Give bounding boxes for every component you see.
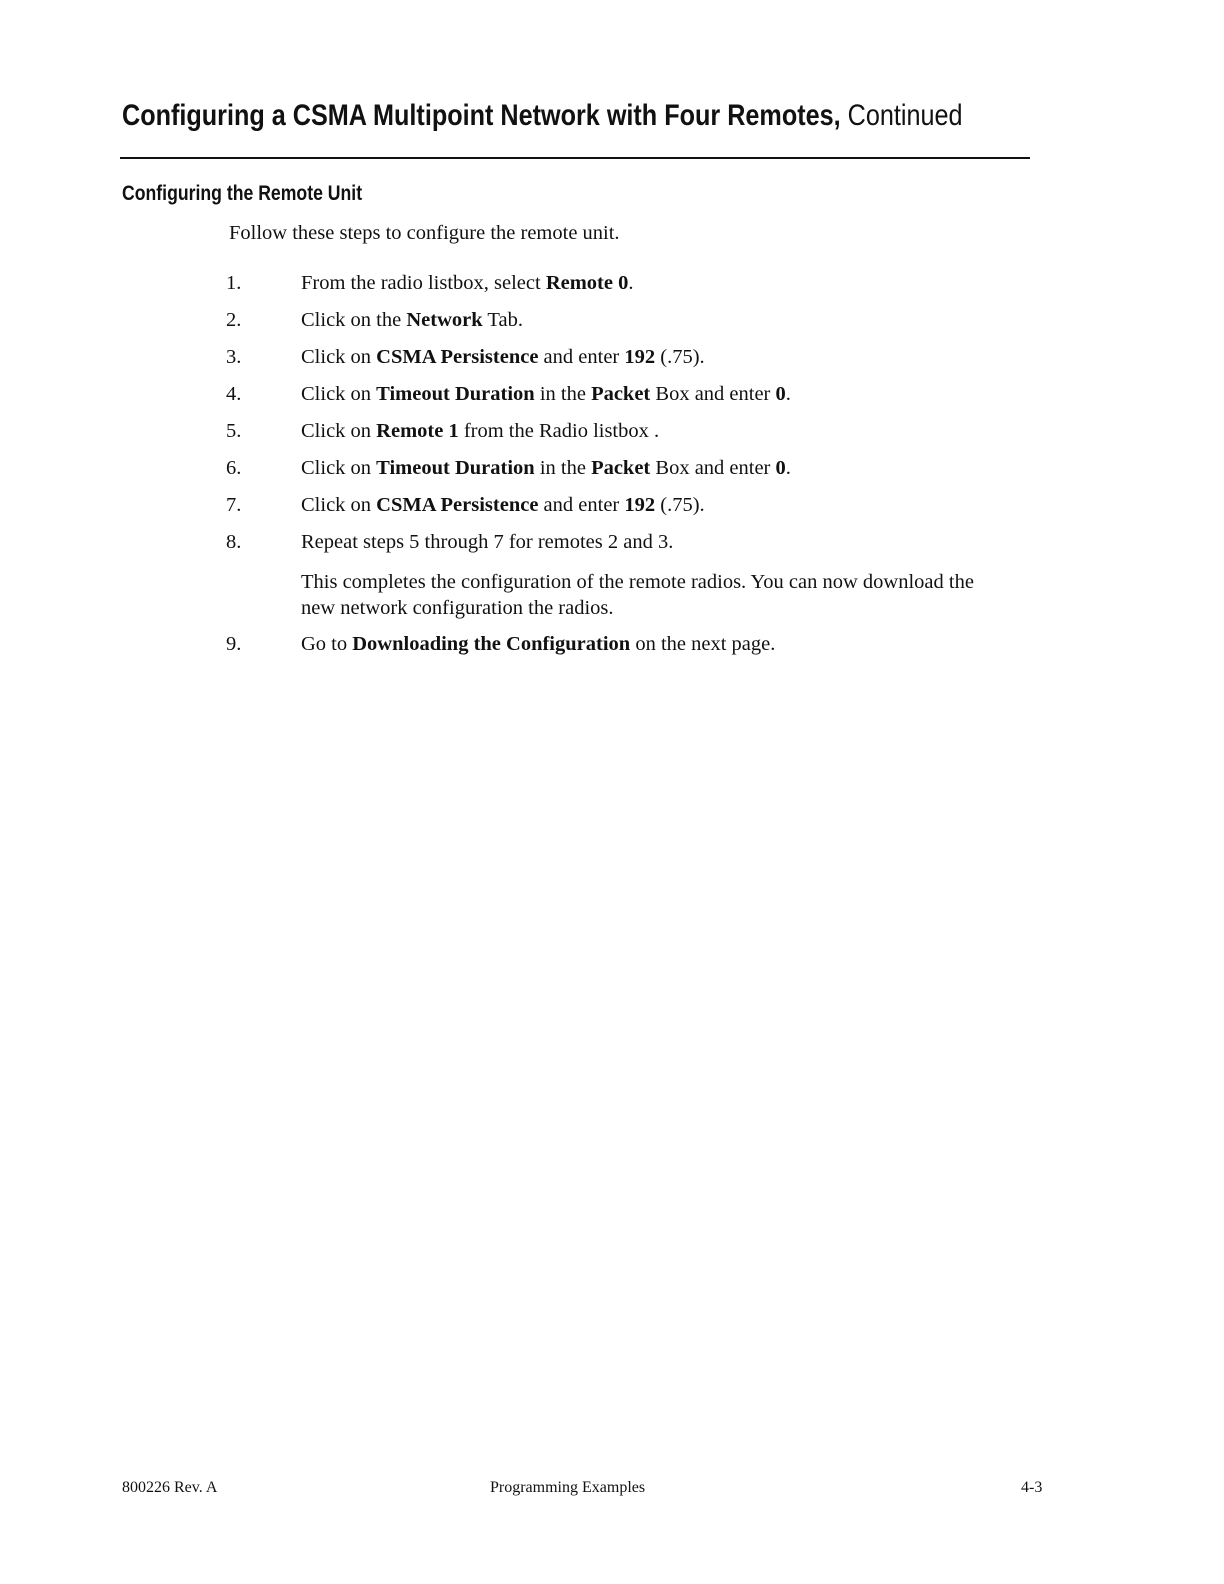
completion-note: This completes the configuration of the remote radios. You can now download the new network configuration the radios. — [301, 571, 974, 619]
step-text-segment: Box and enter — [650, 383, 776, 405]
step-emphasis: Timeout Duration — [376, 383, 535, 405]
intro-text: Follow these steps to configure the remote unit. — [229, 222, 620, 244]
step-text-segment: in the — [534, 383, 592, 405]
step-item — [226, 492, 1006, 518]
step-text — [301, 633, 775, 655]
step-number: 8. — [226, 531, 242, 553]
step-text — [301, 420, 659, 442]
step-item — [226, 307, 1006, 333]
step-item — [226, 631, 1006, 657]
step-item — [226, 418, 1006, 444]
step-number: 2. — [226, 309, 242, 331]
step-text — [301, 272, 633, 294]
step-emphasis: 192 — [624, 494, 656, 516]
step-item — [226, 381, 1006, 407]
step-number: 3. — [226, 346, 242, 368]
step-emphasis: Timeout Duration — [376, 457, 535, 479]
step-text — [301, 531, 673, 553]
step-emphasis: Packet — [591, 383, 651, 405]
step-text-segment: . — [785, 457, 791, 479]
page-title — [122, 96, 963, 136]
step-emphasis: Remote 0 — [545, 272, 629, 294]
step-text-segment: and enter — [538, 494, 625, 516]
section-heading: Configuring the Remote Unit — [122, 182, 363, 205]
step-number: 1. — [226, 272, 242, 294]
step-number: 5. — [226, 420, 242, 442]
step-number: 4. — [226, 383, 242, 405]
step-text-segment: . — [628, 272, 634, 294]
step-text — [301, 494, 705, 516]
step-item — [226, 455, 1006, 481]
step-text-segment: (.75). — [655, 494, 705, 516]
step-text — [301, 383, 791, 405]
footer-chapter: Programming Examples — [490, 1479, 646, 1496]
step-text-segment: and enter — [538, 346, 625, 368]
step-text-segment: from the Radio listbox . — [458, 420, 660, 442]
step-text — [301, 346, 705, 368]
step-emphasis: CSMA Persistence — [376, 346, 539, 368]
step-emphasis: Downloading the Configuration — [352, 633, 631, 655]
step-text-segment: Tab. — [482, 309, 523, 331]
step-emphasis: CSMA Persistence — [376, 494, 539, 516]
step-emphasis: 0 — [775, 457, 786, 479]
step-text-segment: in the — [534, 457, 592, 479]
step-emphasis: 0 — [775, 383, 786, 405]
step-text-segment: Click on the — [301, 309, 407, 331]
step-text-segment: Click on — [301, 383, 377, 405]
step-number: 9. — [226, 633, 242, 655]
step-text — [301, 457, 791, 479]
steps-list — [226, 270, 1006, 566]
step-text-segment: Click on — [301, 420, 377, 442]
step-text-segment: Click on — [301, 346, 377, 368]
step-text-segment: Box and enter — [650, 457, 776, 479]
footer-doc-number: 800226 Rev. A — [122, 1479, 218, 1496]
step-item — [226, 344, 1006, 370]
step-number: 6. — [226, 457, 242, 479]
step-text-segment: Click on — [301, 457, 377, 479]
step-item — [226, 270, 1006, 296]
step-text — [301, 309, 523, 331]
step-text-segment: Repeat steps 5 through 7 for remotes 2 and 3. — [301, 531, 674, 553]
title-divider — [120, 157, 1030, 159]
step-number: 7. — [226, 494, 242, 516]
final-step-list — [226, 631, 1006, 668]
footer-page-number: 4-3 — [1021, 1479, 1043, 1496]
step-emphasis: Packet — [591, 457, 651, 479]
step-text-segment: on the next page. — [630, 633, 776, 655]
step-emphasis: Remote 1 — [376, 420, 459, 442]
step-text-segment: (.75). — [655, 346, 705, 368]
step-text-segment: Click on — [301, 494, 377, 516]
page-title-main: Configuring a CSMA Multipoint Network with Four Remotes, — [122, 99, 841, 132]
step-emphasis: 192 — [624, 346, 656, 368]
page-title-continued: Continued — [847, 99, 963, 132]
step-text-segment: Go to — [301, 633, 353, 655]
step-item — [226, 529, 1006, 555]
step-emphasis: Network — [406, 309, 483, 331]
step-text-segment: . — [785, 383, 791, 405]
step-text-segment: From the radio listbox, select — [301, 272, 546, 294]
